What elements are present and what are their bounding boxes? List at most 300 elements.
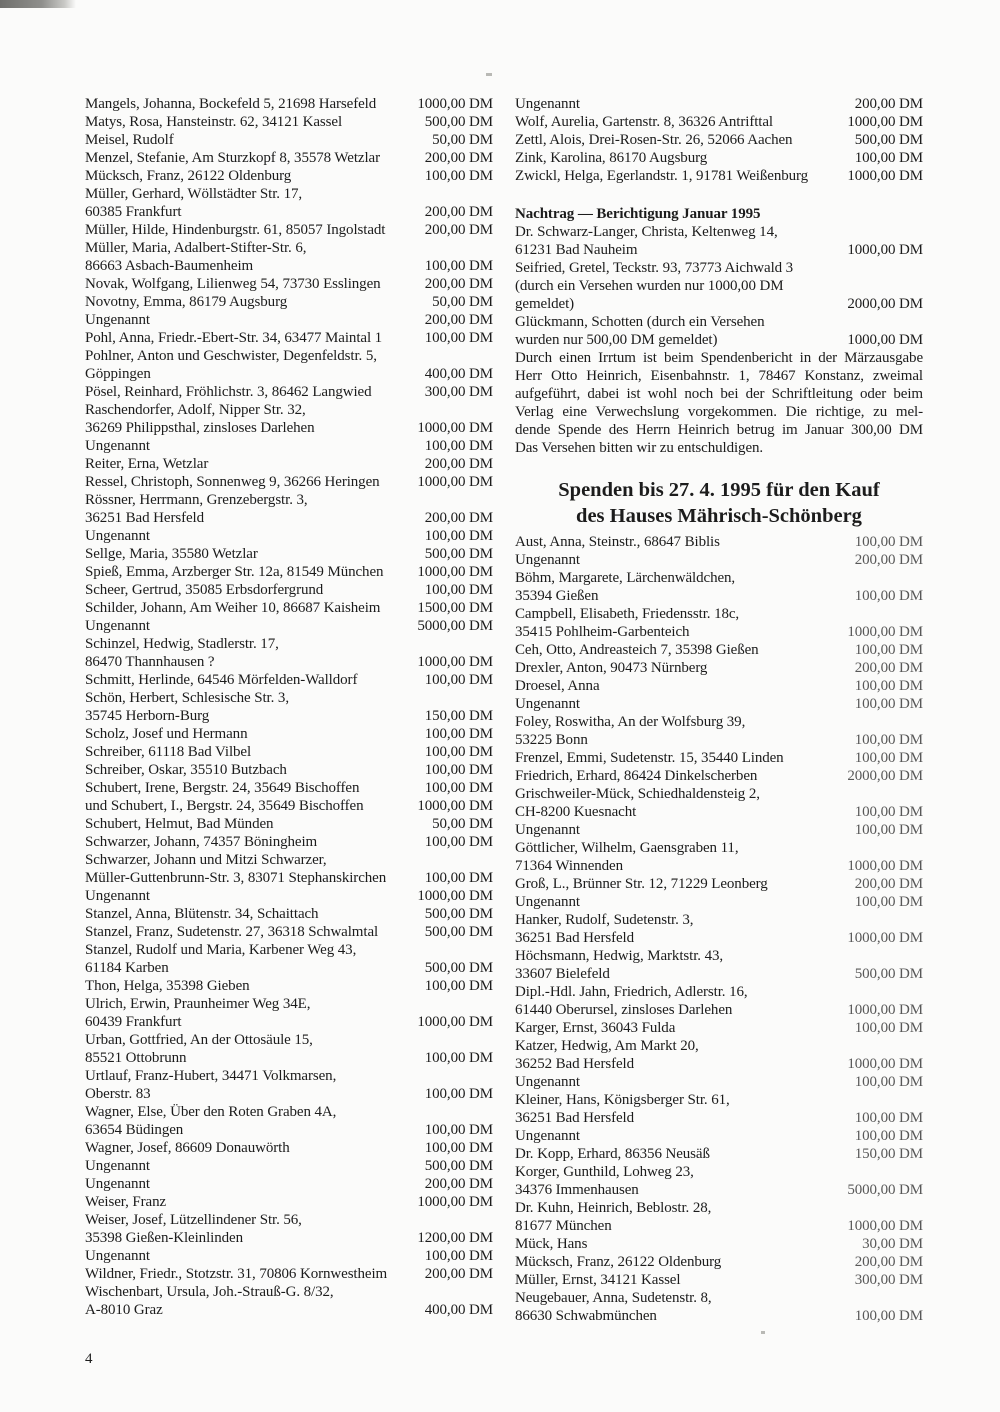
donation-entry [85,167,493,185]
donor-line: Ceh, Otto, Andreasteich 7, 35398 Gießen [515,642,759,658]
entry-row [85,329,493,347]
entry-row [85,167,493,185]
entry-row [515,713,923,731]
donation-entry [515,313,923,349]
donation-entry [515,659,923,677]
donation-entry [85,311,493,329]
donation-amount: 300,00 DM [854,1272,923,1288]
donation-amount: 1000,00 DM [847,242,923,258]
donor-line: Weiser, Josef, Lützellindener Str. 56, [85,1212,302,1228]
donation-amount: 1000,00 DM [847,1002,923,1018]
entry-row [515,767,923,785]
paragraph-line: dende Spende des Herrn Heinrich betrug im Januar 300,00 DM [515,422,923,438]
donor-line: 35394 Gießen [515,588,599,604]
entry-row [85,995,493,1013]
donor-line: Kleiner, Hans, Königsberger Str. 61, [515,1092,730,1108]
donation-entry [85,113,493,131]
donor-line: Matys, Rosa, Hansteinstr. 62, 34121 Kassel [85,114,343,130]
donation-amount: 200,00 DM [424,510,493,526]
donation-entry [515,1019,923,1037]
entry-row [85,1031,493,1049]
donation-entry [85,473,493,491]
donation-amount: 100,00 DM [424,1140,493,1156]
entry-row [515,731,923,749]
donation-list-continuation [515,95,923,185]
donation-list-left [85,95,493,1319]
donation-entry [85,779,493,797]
scan-artifact-speck [486,73,492,76]
entry-row [85,95,493,113]
donor-line: 35398 Gießen-Kleinlinden [85,1230,243,1246]
donor-line: Scheer, Gertrud, 35085 Erbsdorfergrund [85,582,324,598]
donation-entry [85,329,493,347]
donation-amount: 150,00 DM [854,1146,923,1162]
donor-line: 35745 Herborn-Burg [85,708,210,724]
donor-line: Urban, Gottfried, An der Ottosäule 15, [85,1032,313,1048]
entry-row [85,617,493,635]
entry-row [515,605,923,623]
entry-row [85,761,493,779]
donation-amount: 100,00 DM [854,1020,923,1036]
donor-line: Schön, Herbert, Schlesische Str. 3, [85,690,289,706]
donation-entry [85,221,493,239]
donor-line: 34376 Immenhausen [515,1182,639,1198]
entry-row [85,671,493,689]
donation-amount: 2000,00 DM [847,296,923,312]
donation-amount: 100,00 DM [424,582,493,598]
donation-entry [515,983,923,1019]
donor-line: 33607 Bielefeld [515,966,610,982]
entry-row [85,1265,493,1283]
donor-line: Ungenannt [85,438,150,454]
entry-row [85,293,493,311]
donation-entry [515,677,923,695]
donor-line: Ungenannt [515,1128,580,1144]
donor-line: Grischweiler-Mück, Schiedhaldensteig 2, [515,786,760,802]
entry-row [85,923,493,941]
donor-line: 86663 Asbach-Baumenheim [85,258,254,274]
donation-amount: 100,00 DM [854,696,923,712]
donation-amount: 100,00 DM [424,168,493,184]
entry-row [85,797,493,815]
donor-line: Droesel, Anna [515,678,600,694]
donor-line: Raschendorfer, Adolf, Nipper Str. 32, [85,402,306,418]
entry-row [515,749,923,767]
donor-line: Stanzel, Anna, Blütenstr. 34, Schaittach [85,906,319,922]
donor-line: Ungenannt [515,552,580,568]
donation-amount: 500,00 DM [424,960,493,976]
scan-artifact-speck [761,1331,765,1334]
donor-line: Schmitt, Herlinde, 64546 Mörfelden-Walldorf [85,672,358,688]
entry-row [515,1055,923,1073]
donation-entry [515,785,923,821]
entry-row [85,221,493,239]
donor-line: Ungenannt [85,1248,150,1264]
donation-amount: 100,00 DM [854,588,923,604]
donation-entry [85,527,493,545]
donor-line: 36251 Bad Hersfeld [85,510,205,526]
donation-amount: 200,00 DM [854,552,923,568]
entry-row [85,905,493,923]
entry-row [515,623,923,641]
entry-row [85,365,493,383]
donor-line: Müller, Gerhard, Wöllstädter Str. 17, [85,186,303,202]
donation-amount: 100,00 DM [854,150,923,166]
donation-amount: 100,00 DM [424,870,493,886]
donor-line: Meisel, Rudolf [85,132,174,148]
donation-entry [515,223,923,259]
donor-line: 86470 Thannhausen ? [85,654,215,670]
donation-amount: 100,00 DM [854,1074,923,1090]
donation-entry [85,437,493,455]
entry-row [515,167,923,185]
donor-line: Müller, Ernst, 34121 Kassel [515,1272,681,1288]
entry-row [85,347,493,365]
paragraph-line: Durch einen Irrtum ist beim Spendenbericht in der Märzausgabe [515,350,923,366]
donation-amount: 200,00 DM [424,150,493,166]
donor-line: wurden nur 500,00 DM gemeldet) [515,332,718,348]
donor-line: 60385 Frankfurt [85,204,182,220]
donor-line: Korger, Gunthild, Lohweg 23, [515,1164,694,1180]
correction-paragraph [515,349,923,457]
entry-row [515,1199,923,1217]
entry-row [515,1145,923,1163]
donor-line: Pösel, Reinhard, Fröhlichstr. 3, 86462 Langwied [85,384,372,400]
donor-line: Dr. Schwarz-Langer, Christa, Keltenweg 14, [515,224,778,240]
donor-line: 36251 Bad Hersfeld [515,1110,635,1126]
entry-row [515,313,923,331]
donation-amount: 1000,00 DM [847,858,923,874]
donor-line: Ungenannt [85,888,150,904]
donation-amount: 1000,00 DM [417,420,493,436]
donor-line: Mücksch, Franz, 26122 Oldenburg [515,1254,722,1270]
entry-row [515,259,923,277]
donor-line: 53225 Bonn [515,732,588,748]
entry-row [85,203,493,221]
donation-entry [85,185,493,221]
entry-row [515,295,923,313]
donation-amount: 100,00 DM [424,330,493,346]
entry-row [515,1217,923,1235]
entry-row [515,1127,923,1145]
donation-entry [85,1211,493,1247]
entry-row [85,851,493,869]
donor-line: Foley, Roswitha, An der Wolfsburg 39, [515,714,746,730]
entry-row [85,1067,493,1085]
entry-row [515,641,923,659]
donation-amount: 200,00 DM [424,222,493,238]
donor-line: (durch ein Versehen wurden nur 1000,00 DM [515,278,784,294]
donation-amount: 400,00 DM [424,1302,493,1318]
donation-entry [515,1127,923,1145]
donation-amount: 200,00 DM [424,1176,493,1192]
donation-entry [515,1037,923,1073]
donation-entry [85,239,493,275]
donor-line: Göppingen [85,366,151,382]
donor-line: Ungenannt [515,696,580,712]
entry-row [85,959,493,977]
entry-row [85,743,493,761]
donation-entry [85,1157,493,1175]
entry-row [85,1283,493,1301]
donor-line: Menzel, Stefanie, Am Sturzkopf 8, 35578 Wetzlar [85,150,380,166]
donation-entry [85,1283,493,1319]
donation-entry [515,167,923,185]
donor-line: Oberstr. 83 [85,1086,151,1102]
entry-row [515,587,923,605]
donor-line: Drexler, Anton, 90473 Nürnberg [515,660,708,676]
donor-line: Dr. Kopp, Erhard, 86356 Neusäß [515,1146,710,1162]
donor-line: Schubert, Helmut, Bad Münden [85,816,274,832]
entry-row [515,821,923,839]
donor-line: Böhm, Margarete, Lärchenwäldchen, [515,570,736,586]
donor-line: Rössner, Herrmann, Grenzebergstr. 3, [85,492,308,508]
donation-amount: 100,00 DM [424,726,493,742]
donor-line: Ungenannt [85,312,150,328]
entry-row [515,929,923,947]
donor-line: 71364 Winnenden [515,858,624,874]
donor-line: 35415 Pohlheim-Garbenteich [515,624,690,640]
donation-entry [515,893,923,911]
donation-amount: 100,00 DM [424,1122,493,1138]
entry-row [515,569,923,587]
donation-amount: 2000,00 DM [847,768,923,784]
entry-row [85,1193,493,1211]
entry-row [85,311,493,329]
donation-entry [85,1031,493,1067]
entry-row [85,509,493,527]
entry-row [515,659,923,677]
nachtrag-entries [515,223,923,349]
donation-amount: 100,00 DM [854,822,923,838]
donation-entry [85,689,493,725]
entry-row [85,1103,493,1121]
donation-amount: 100,00 DM [854,1308,923,1324]
donation-amount: 1000,00 DM [847,332,923,348]
entry-row [85,491,493,509]
entry-row [515,149,923,167]
entry-row [85,563,493,581]
donor-line: Mangels, Johanna, Bockefeld 5, 21698 Harsefeld [85,96,377,112]
donation-entry [515,149,923,167]
donor-line: Müller, Hilde, Hindenburgstr. 61, 85057 Ingolstadt [85,222,386,238]
donor-line: 36251 Bad Hersfeld [515,930,635,946]
donation-entry [85,815,493,833]
donation-amount: 100,00 DM [854,750,923,766]
donation-entry [85,347,493,383]
donor-line: Dr. Kuhn, Heinrich, Beblostr. 28, [515,1200,712,1216]
entry-row [85,869,493,887]
donation-entry [85,293,493,311]
donation-entry [85,599,493,617]
donation-amount: 100,00 DM [424,978,493,994]
donor-line: 86630 Schwabmünchen [515,1308,657,1324]
donation-amount: 100,00 DM [424,438,493,454]
donation-amount: 1000,00 DM [847,624,923,640]
donor-line: 63654 Büdingen [85,1122,184,1138]
entry-row [85,437,493,455]
entry-row [515,1307,923,1325]
entry-row [515,1235,923,1253]
donor-line: Schubert, Irene, Bergstr. 24, 35649 Bischoffen [85,780,360,796]
entry-row [85,1301,493,1319]
donation-amount: 1000,00 DM [847,168,923,184]
donation-entry [85,833,493,851]
donor-line: Sellge, Maria, 35580 Wetzlar [85,546,258,562]
donor-line: Zettl, Alois, Drei-Rosen-Str. 26, 52066 Aachen [515,132,793,148]
donor-line: Pohlner, Anton und Geschwister, Degenfeldstr. 5, [85,348,377,364]
paragraph-line: Herr Otto Heinrich, Eisenbahnstr. 1, 78467 Konstanz, zweimal [515,368,923,384]
donation-amount: 5000,00 DM [847,1182,923,1198]
donation-entry [85,671,493,689]
donation-amount: 1000,00 DM [417,888,493,904]
donation-entry [515,1235,923,1253]
donation-amount: 5000,00 DM [417,618,493,634]
donor-line: Ungenannt [85,618,150,634]
donation-entry [515,1271,923,1289]
donation-amount: 500,00 DM [424,924,493,940]
donor-line: Campbell, Elisabeth, Friedensstr. 18c, [515,606,740,622]
right-column [515,95,923,1325]
donor-line: Frenzel, Emmi, Sudetenstr. 15, 35440 Linden [515,750,784,766]
donation-amount: 200,00 DM [854,1254,923,1270]
donation-entry [515,259,923,313]
donation-amount: 500,00 DM [424,906,493,922]
donation-amount: 100,00 DM [424,834,493,850]
entry-row [85,635,493,653]
donation-amount: 50,00 DM [432,132,493,148]
entry-row [515,95,923,113]
donor-line: Schwarzer, Johann, 74357 Böningheim [85,834,318,850]
donation-entry [85,383,493,401]
donor-line: 85521 Ottobrunn [85,1050,187,1066]
donor-line: Höchsmann, Hedwig, Marktstr. 43, [515,948,724,964]
entry-row [515,1019,923,1037]
entry-row [85,653,493,671]
donor-line: Zwickl, Helga, Egerlandstr. 1, 91781 Weißenburg [515,168,809,184]
donor-line: Schinzel, Hedwig, Stadlerstr. 17, [85,636,279,652]
donation-entry [85,977,493,995]
donation-amount: 500,00 DM [424,114,493,130]
entry-row [515,1109,923,1127]
donor-line: Ressel, Christoph, Sonnenweg 9, 36266 Heringen [85,474,380,490]
entry-row [515,695,923,713]
donor-line: Urtlauf, Franz-Hubert, 34471 Volkmarsen, [85,1068,337,1084]
donation-entry [85,887,493,905]
entry-row [85,473,493,491]
entry-row [85,455,493,473]
donation-entry [515,821,923,839]
donor-line: 61231 Bad Nauheim [515,242,638,258]
entry-row [85,1139,493,1157]
donation-amount: 500,00 DM [854,132,923,148]
donor-line: CH-8200 Kuesnacht [515,804,637,820]
donation-amount: 1000,00 DM [417,1194,493,1210]
entry-row [515,677,923,695]
donation-entry [515,1091,923,1127]
donation-entry [85,941,493,977]
donor-line: Katzer, Hedwig, Am Markt 20, [515,1038,699,1054]
donor-line: 61440 Oberursel, zinsloses Darlehen [515,1002,733,1018]
donor-line: Pohl, Anna, Friedr.-Ebert-Str. 34, 63477 Maintal 1 [85,330,383,346]
entry-row [85,383,493,401]
donation-entry [85,149,493,167]
donor-line: Friedrich, Erhard, 86424 Dinkelscherben [515,768,758,784]
entry-row [85,131,493,149]
entry-row [515,223,923,241]
entry-row [515,533,923,551]
entry-row [515,1091,923,1109]
entry-row [515,1289,923,1307]
donation-amount: 400,00 DM [424,366,493,382]
donation-entry [85,1247,493,1265]
entry-row [515,911,923,929]
donation-amount: 500,00 DM [854,966,923,982]
entry-row [515,839,923,857]
entry-row [85,941,493,959]
donation-amount: 100,00 DM [854,534,923,550]
donor-line: Müller, Maria, Adalbert-Stifter-Str. 6, [85,240,307,256]
donation-entry [85,725,493,743]
donation-entry [515,641,923,659]
donation-entry [515,749,923,767]
entry-row [85,833,493,851]
donor-line: Hanker, Rudolf, Sudetenstr. 3, [515,912,694,928]
donation-amount: 100,00 DM [424,1050,493,1066]
spenden-heading-line2: des Hauses Mährisch-Schönberg [576,505,862,527]
donor-line: Schreiber, Oskar, 35510 Butzbach [85,762,287,778]
entry-row [85,707,493,725]
donor-line: Schwarzer, Johann und Mitzi Schwarzer, [85,852,327,868]
donor-line: Neugebauer, Anna, Sudetenstr. 8, [515,1290,712,1306]
entry-row [515,965,923,983]
entry-row [515,551,923,569]
donor-line: Wagner, Josef, 86609 Donauwörth [85,1140,290,1156]
donation-entry [515,1253,923,1271]
donation-entry [85,131,493,149]
donation-amount: 50,00 DM [432,816,493,832]
entry-row [515,331,923,349]
donation-entry [85,635,493,671]
donor-line: 61184 Karben [85,960,169,976]
donation-amount: 500,00 DM [424,546,493,562]
entry-row [515,983,923,1001]
donation-entry [85,401,493,437]
donor-line: Göttlicher, Wilhelm, Gaensgraben 11, [515,840,739,856]
entry-row [85,1175,493,1193]
entry-row [515,1271,923,1289]
entry-row [85,419,493,437]
donation-amount: 100,00 DM [854,1110,923,1126]
entry-row [515,785,923,803]
entry-row [85,149,493,167]
donation-entry [85,1139,493,1157]
donation-entry [515,569,923,605]
entry-row [85,275,493,293]
entry-row [85,239,493,257]
donation-entry [85,905,493,923]
entry-row [85,527,493,545]
donation-entry [85,761,493,779]
donation-amount: 1000,00 DM [417,474,493,490]
donation-entry [515,767,923,785]
paragraph-line: Verlag eine Verwechslung vorgekommen. Die richtige, zu mel- [515,404,923,420]
donation-amount: 200,00 DM [854,96,923,112]
donation-entry [515,95,923,113]
entry-row [515,1163,923,1181]
donor-line: Spieß, Emma, Arzberger Str. 12a, 81549 München [85,564,384,580]
entry-row [515,277,923,295]
